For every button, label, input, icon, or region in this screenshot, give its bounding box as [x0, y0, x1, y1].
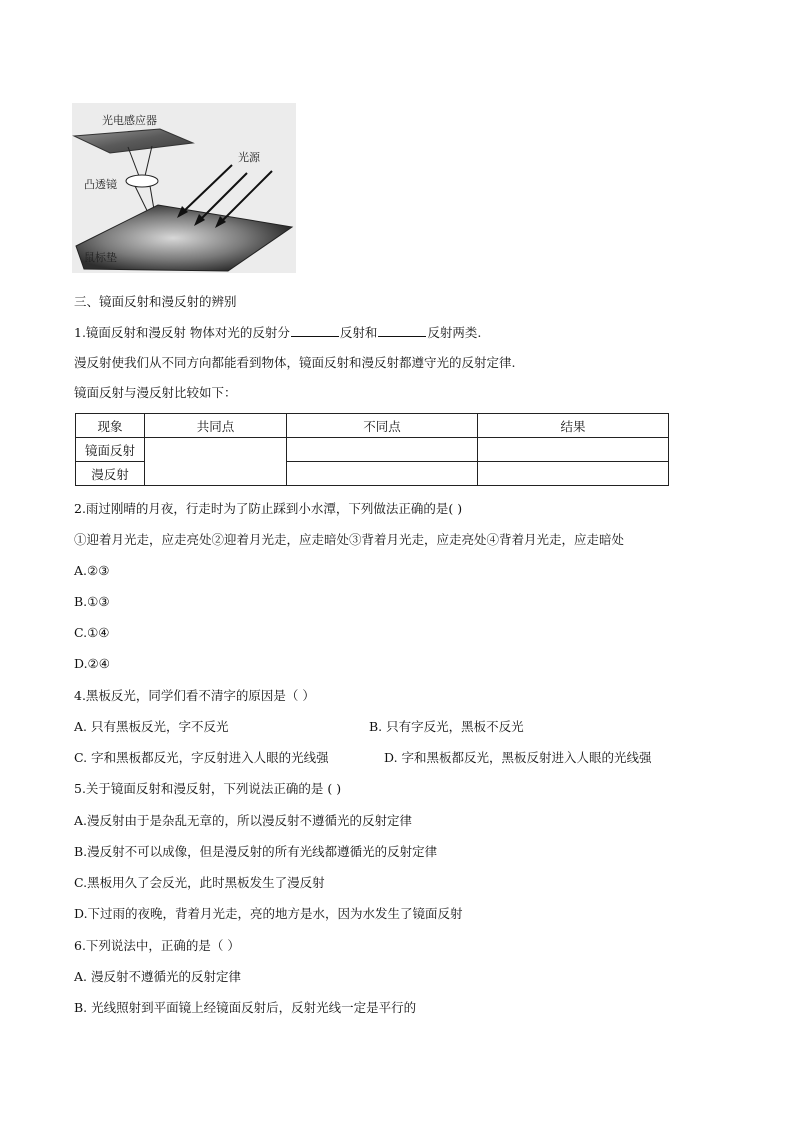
q5-stem: 5.关于镜面反射和漫反射，下列说法正确的是 ( ) — [74, 781, 342, 796]
answer-blank-2[interactable] — [378, 325, 426, 337]
q4-option-d[interactable]: D. 字和黑板都反光，黑板反射进入人眼的光线强 — [384, 750, 652, 765]
row-label: 镜面反射 — [76, 438, 145, 462]
table-cell[interactable] — [478, 462, 669, 486]
q5-option-b[interactable]: B.漫反射不可以成像，但是漫反射的所有光线都遵循光的反射定律 — [74, 844, 438, 859]
beam-line — [128, 147, 139, 176]
q4-option-a[interactable]: A. 只有黑板反光，字不反光 — [74, 719, 229, 734]
light-source-label: 光源 — [238, 151, 260, 164]
q6-stem: 6.下列说法中，正确的是（ ） — [74, 938, 240, 953]
q4-stem: 4.黑板反光，同学们看不清字的原因是（ ） — [74, 688, 315, 703]
section-heading: 三、镜面反射和漫反射的辨别 — [74, 294, 237, 309]
mouse-pad-label: 鼠标垫 — [84, 251, 117, 264]
q1-line — [74, 325, 481, 341]
table-cell[interactable] — [287, 462, 478, 486]
light-ray — [185, 165, 232, 210]
light-ray — [223, 171, 272, 220]
table-header: 现象 — [76, 414, 145, 438]
q2-statements: ①迎着月光走，应走亮处②迎着月光走，应走暗处③背着月光走，应走亮处④背着月光走，应走暗处 — [74, 532, 625, 547]
q5-option-c[interactable]: C.黑板用久了会反光，此时黑板发生了漫反射 — [74, 875, 325, 890]
table-header: 共同点 — [145, 414, 287, 438]
q4-option-b[interactable]: B. 只有字反光，黑板不反光 — [369, 719, 524, 734]
comparison-table — [75, 413, 669, 486]
lens-label: 凸透镜 — [84, 178, 117, 191]
table-row — [76, 438, 669, 462]
row-label: 漫反射 — [76, 462, 145, 486]
q6-option-b[interactable]: B. 光线照射到平面镜上经镜面反射后，反射光线一定是平行的 — [74, 1000, 417, 1015]
light-ray — [202, 173, 247, 218]
table-header-row — [76, 414, 669, 438]
q2-option-a[interactable]: A.②③ — [74, 563, 110, 578]
q2-option-d[interactable]: D.②④ — [74, 656, 110, 671]
q5-option-d[interactable]: D.下过雨的夜晚，背着月光走，亮的地方是水，因为水发生了镜面反射 — [74, 906, 463, 921]
q6-option-a[interactable]: A. 漫反射不遵循光的反射定律 — [74, 969, 241, 984]
table-header: 结果 — [478, 414, 669, 438]
beam-line — [145, 146, 152, 176]
table-header: 不同点 — [287, 414, 478, 438]
paragraph-line: 镜面反射与漫反射比较如下： — [74, 385, 237, 400]
q4-option-c[interactable]: C. 字和黑板都反光，字反射进入人眼的光线强 — [74, 750, 329, 765]
table-cell[interactable] — [145, 438, 287, 486]
q5-option-a[interactable]: A.漫反射由于是杂乱无章的，所以漫反射不遵循光的反射定律 — [74, 813, 413, 828]
q2-stem: 2.雨过刚晴的月夜，行走时为了防止踩到小水潭，下列做法正确的是( ) — [74, 501, 463, 516]
q1-text-c: 反射两类. — [427, 325, 482, 340]
sensor-label: 光电感应器 — [102, 114, 157, 127]
q1-text-b: 反射和 — [339, 325, 378, 340]
paragraph-line: 漫反射使我们从不同方向都能看到物体，镜面反射和漫反射都遵守光的反射定律. — [74, 355, 516, 370]
answer-blank-1[interactable] — [291, 325, 339, 337]
q1-text-a: 1.镜面反射和漫反射 物体对光的反射分 — [74, 325, 290, 340]
optical-mouse-figure — [72, 103, 296, 273]
table-cell[interactable] — [478, 438, 669, 462]
q2-option-c[interactable]: C.①④ — [74, 625, 110, 640]
q2-option-b[interactable]: B.①③ — [74, 594, 110, 609]
table-cell[interactable] — [287, 438, 478, 462]
sensor-plate — [74, 129, 193, 153]
lens-ellipse — [126, 175, 158, 187]
